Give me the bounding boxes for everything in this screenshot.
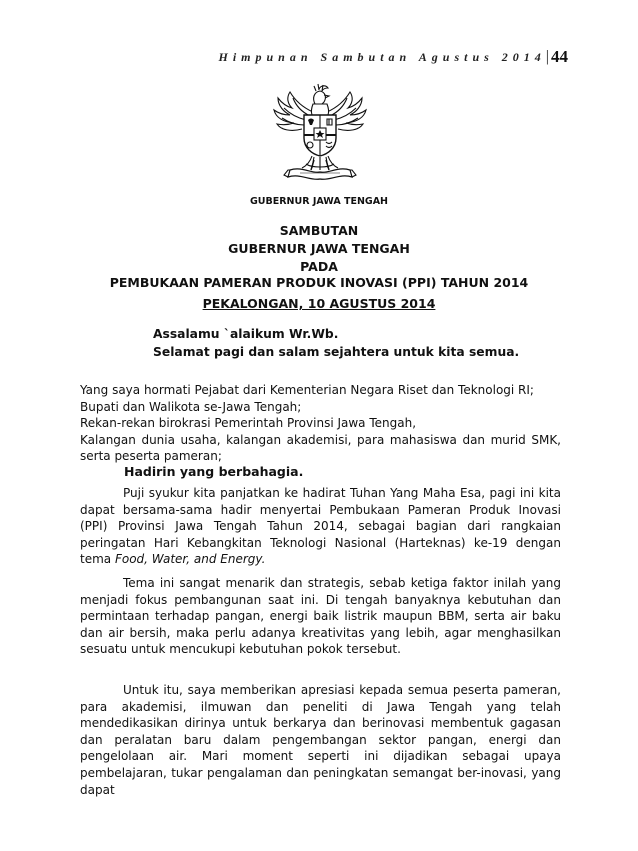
title-line-3: PADA — [300, 259, 338, 274]
page-number: 44 — [551, 47, 568, 66]
header-separator: | — [545, 48, 549, 65]
audience-salutation: Hadirin yang berbahagia. — [124, 464, 304, 479]
title-line-2: GUBERNUR JAWA TENGAH — [228, 241, 410, 256]
paragraph-2-text: Tema ini sangat menarik dan strategis, sebab ketiga faktor inilah yang menjadi fokus pembangunan saat ini. Di tengah banyaknya kebutuhan dan permintaan terhadap pangan, energi baik listrik maupun BBM, serta air baku dan air bersih, maka perlu adanya kreativitas yang lebih, agar menghasilkan sesuatu untuk mencukupi kebutuhan pokok tersebut. — [80, 576, 561, 657]
garuda-pancasila-emblem-icon — [266, 82, 374, 184]
running-header — [219, 42, 569, 72]
addressee-item: Yang saya hormati Pejabat dari Kementerian Negara Riset dan Teknologi RI; — [80, 383, 534, 397]
running-title: Himpunan Sambutan Agustus 2014 — [218, 49, 546, 64]
paragraph-1-body: Puji syukur kita panjatkan ke hadirat Tuhan Yang Maha Esa, pagi ini kita dapat bersama-sama hadir menyertai Pembukaan Pameran Produk Inovasi (PPI) Provinsi Jawa Tengah Tahun 2014, sebagai bagian dari rangkaian peringatan Hari Kebangkitan Teknologi Nasional (Harteknas) ke-19 dengan tema — [80, 486, 561, 567]
title-line-4: PEMBUKAAN PAMERAN PRODUK INOVASI (PPI) TAHUN 2014 — [109, 275, 529, 290]
issuer-label: GUBERNUR JAWA TENGAH — [249, 196, 389, 207]
paragraph-1-text — [80, 485, 561, 568]
paragraph-2 — [80, 575, 561, 658]
addressee-item: Bupati dan Walikota se-Jawa Tengah; — [80, 399, 302, 414]
paragraph-3 — [80, 682, 561, 798]
greeting-line-2: Selamat pagi dan salam sejahtera untuk kita semua. — [153, 345, 520, 359]
place-date-line: PEKALONGAN, 10 AGUSTUS 2014 — [202, 296, 436, 311]
paragraph-3-text: Untuk itu, saya memberikan apresiasi kepada semua peserta pameran, para akademisi, ilmuwan dan peneliti di Jawa Tengah yang telah mendedikasikan dirinya untuk berkarya dan berinovasi membentuk gagasan dan peralatan baru dalam pengembangan sektor pangan, energi dan pengelolaan air. Mari moment seperti ini dijadikan sebagai upaya pembelajaran, tukar pengalaman dan peningkatan semangat ber-inovasi, yang dapat — [80, 683, 561, 797]
addressee-item: Rekan-rekan birokrasi Pemerintah Provinsi Jawa Tengah, — [80, 416, 417, 431]
theme-text: Food, Water, and Energy. — [114, 552, 266, 567]
title-line-1: SAMBUTAN — [279, 223, 359, 238]
paragraph-1 — [80, 485, 561, 568]
addressee-item: Kalangan dunia usaha, kalangan akademisi, para mahasiswa dan murid SMK, serta peserta pameran; — [80, 432, 561, 464]
greeting-line-1: Assalamu `alaikum Wr.Wb. — [153, 327, 339, 341]
addressee-list — [80, 382, 561, 465]
